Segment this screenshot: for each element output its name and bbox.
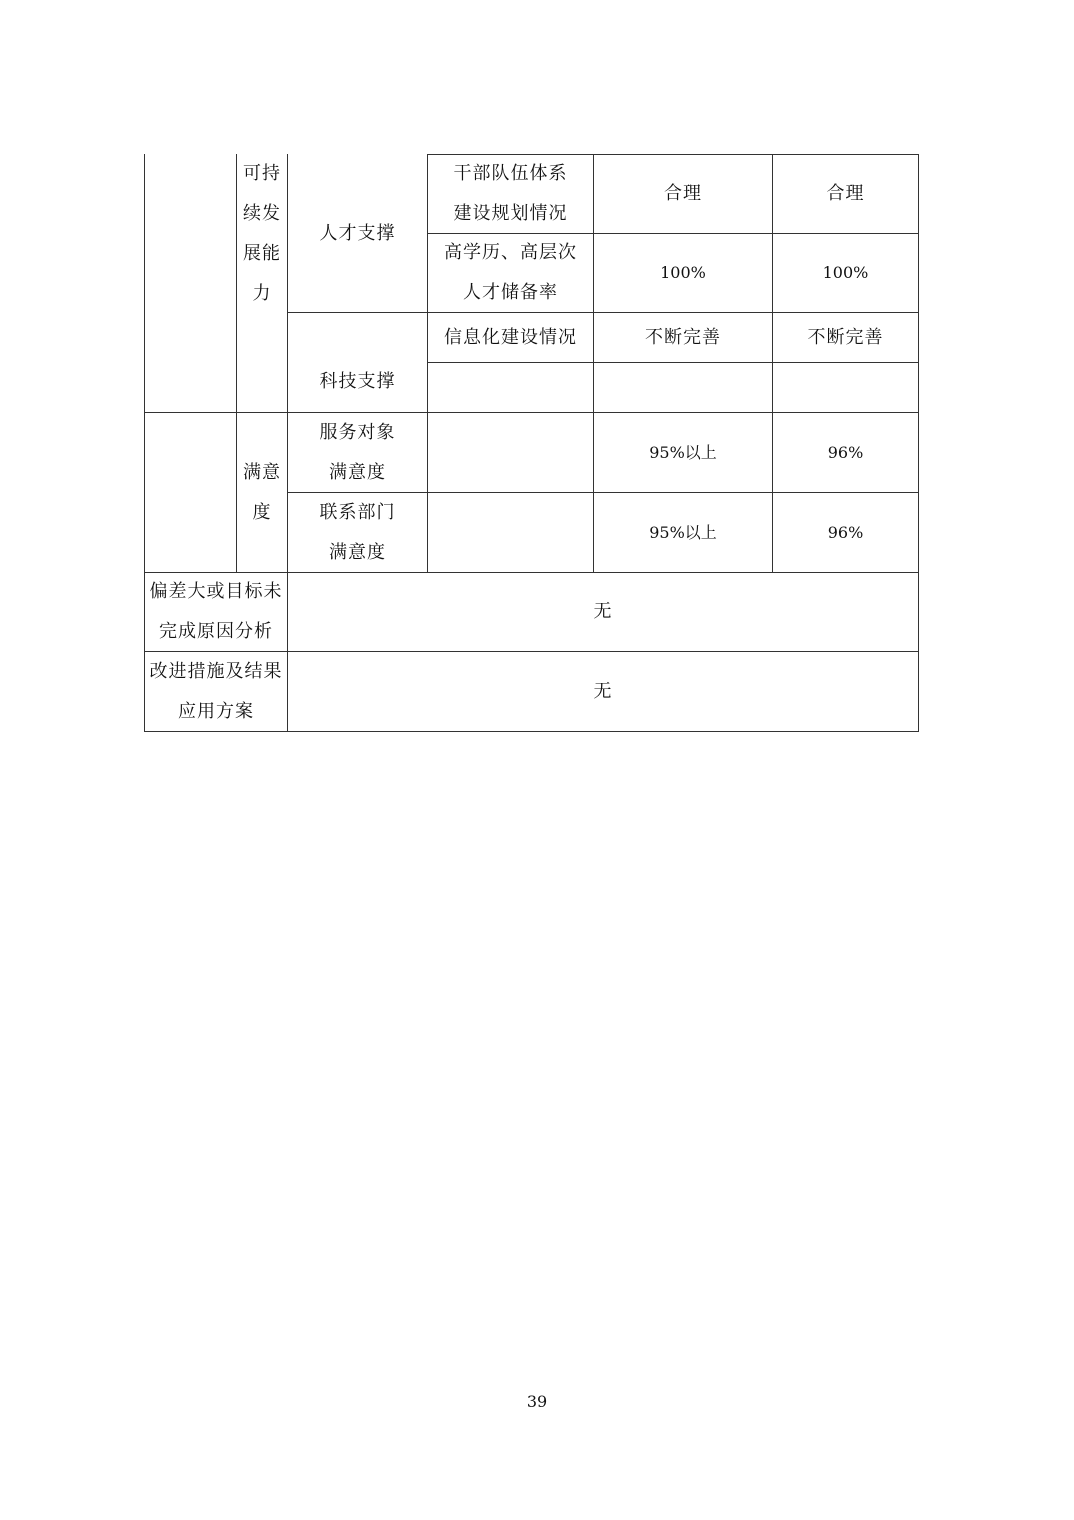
target-talent-reserve: 100% — [660, 263, 706, 282]
actual-department-satisfaction: 96% — [827, 522, 864, 542]
detail-service-satisfaction — [428, 413, 593, 492]
improvement-plan-label: 改进措施及结果 应用方案 — [149, 660, 283, 722]
target-department-satisfaction: 95%以上 — [649, 522, 717, 542]
target-informatization: 不断完善 — [645, 326, 721, 348]
page-number: 39 — [526, 1392, 548, 1411]
talent-support-label: 人才支撑 — [319, 222, 396, 244]
indicator-cadre-plan: 干部队伍体系 建设规划情况 — [453, 163, 568, 224]
improvement-plan-value: 无 — [593, 680, 613, 702]
actual-talent-reserve: 100% — [822, 263, 869, 282]
actual-tech-empty — [773, 363, 918, 412]
actual-informatization: 不断完善 — [807, 326, 884, 348]
deviation-analysis-label: 偏差大或目标未 完成原因分析 — [149, 581, 283, 642]
actual-service-satisfaction: 96% — [827, 442, 864, 462]
target-service-satisfaction: 95%以上 — [649, 442, 717, 462]
actual-cadre-plan: 合理 — [826, 183, 865, 204]
indicator-department-satisfaction: 联系部门 满意度 — [319, 501, 396, 563]
deviation-analysis-value: 无 — [593, 601, 613, 622]
indicator-tech-empty — [428, 363, 593, 412]
detail-department-satisfaction — [428, 493, 593, 572]
target-tech-empty — [594, 363, 772, 412]
target-cadre-plan: 合理 — [664, 183, 702, 204]
indicator-service-satisfaction: 服务对象 满意度 — [319, 421, 396, 483]
indicator-informatization: 信息化建设情况 — [444, 326, 577, 348]
category-satisfaction: 满意 度 — [243, 461, 281, 523]
category-sustainable: 可持 续发 展能 力 — [243, 163, 281, 304]
table-line — [918, 154, 919, 732]
tech-support-label: 科技支撑 — [319, 371, 396, 392]
indicator-talent-reserve: 高学历、高层次 人才储备率 — [444, 242, 577, 303]
